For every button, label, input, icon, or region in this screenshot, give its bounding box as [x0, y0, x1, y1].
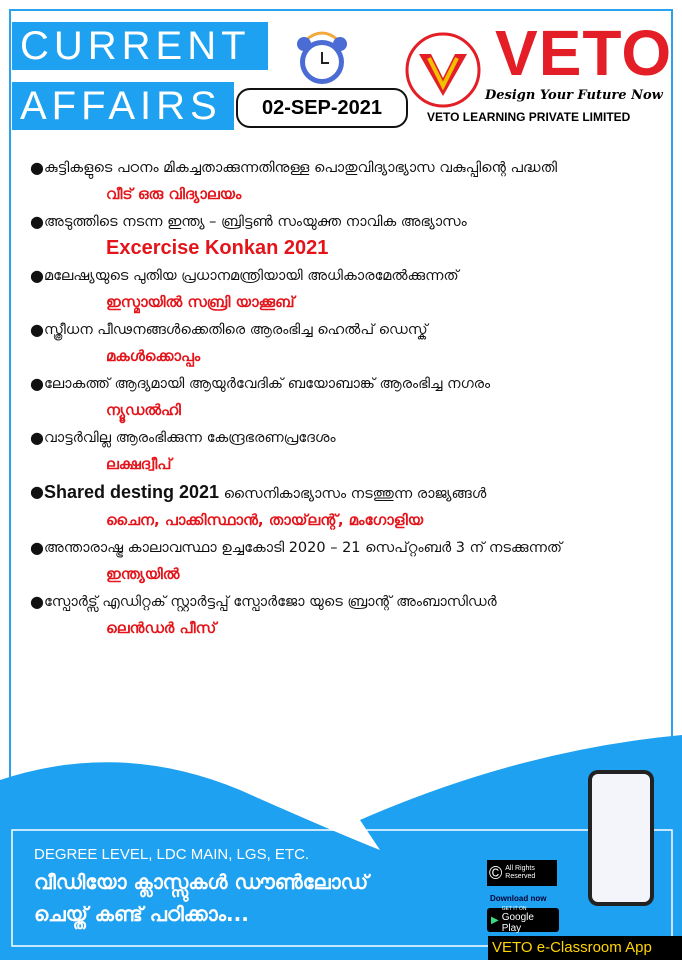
question-body: സ്പോർട്സ് എഡിറ്റക് സ്റ്റാർട്ടപ്പ് സ്പോർജോ യുടെ ബ്രാന്റ് അംബാസിഡർ: [44, 594, 497, 610]
tagline: Design Your Future Now: [485, 88, 663, 103]
question-body: ലോകത്ത് ആദ്യമായി ആയുർവേദിക് ബയോബാങ്ക് ആരംഭിച്ച നഗരം: [44, 376, 491, 392]
answer: ചൈന, പാക്കിസ്ഥാൻ, തായ്‌ലന്റ്, മംഗോളിയ: [106, 511, 424, 529]
promo-line-2: ചെയ്ത് കണ്ട് പഠിക്കാം...: [34, 902, 249, 926]
bullet-icon: ●: [30, 158, 44, 177]
footer-promo: [34, 846, 474, 928]
answer: Excercise Konkan 2021: [106, 237, 329, 259]
question-body: കുട്ടികളുടെ പഠനം മികച്ചതാക്കുന്നതിനുള്ള പൊതുവിദ്യാഭ്യാസ വകുപ്പിന്റെ പദ്ധതി: [44, 160, 557, 176]
courses-text: DEGREE LEVEL, LDC MAIN, LGS, ETC.: [34, 846, 310, 863]
promo-line-1: വീഡിയോ ക്ലാസ്സുകൾ ഡൗൺലോഡ്: [34, 870, 369, 894]
store-label: Google Play: [501, 912, 534, 934]
rights-text: All Rights Reserved: [505, 865, 536, 880]
brand-name: VETO: [495, 17, 673, 89]
answer: വീട് ഒരു വിദ്യാലയം: [106, 185, 242, 203]
question-body: അന്താരാഷ്ട്ര കാലാവസ്ഥാ ഉച്ചകോടി 2020 – 21 സെപ്റ്റംബർ 3 ന് നടക്കുന്നത്: [44, 540, 562, 556]
title-current: CURRENT: [12, 22, 268, 70]
bullet-icon: ●: [30, 212, 44, 231]
answer: ഇസ്മായിൽ സബ്രി യാക്കൂബ്: [106, 293, 295, 311]
question-bold: Shared desting 2021: [44, 482, 220, 502]
bullet-icon: ●: [30, 592, 44, 611]
question-body: അടുത്തിടെ നടന്ന ഇന്ത്യ – ബ്രിട്ടൺ സംയുക്ത നാവിക അഭ്യാസം: [44, 214, 467, 230]
google-play-button[interactable]: [487, 908, 559, 932]
bullet-icon: ●: [30, 428, 44, 447]
download-label: Download now: [490, 894, 547, 903]
bullet-icon: ●: [30, 374, 44, 393]
question-body: സ്ത്രീധന പീഢനങ്ങൾക്കെതിരെ ആരംഭിച്ച ഹെൽപ് ഡെസ്ക്: [44, 322, 428, 338]
app-name-banner: VETO e-Classroom App: [488, 936, 682, 960]
play-icon: ▶: [491, 914, 499, 926]
bullet-icon: ●: [30, 320, 44, 339]
bullet-icon: ●: [30, 266, 44, 285]
copyright-icon: ©: [489, 863, 503, 883]
question-body: സൈനികാഭ്യാസം നടത്തുന്ന രാജ്യങ്ങൾ: [219, 486, 487, 502]
title-affairs: AFFAIRS: [12, 82, 234, 130]
phone-mockup: [588, 770, 654, 906]
store-small: GET IT ON: [501, 906, 527, 912]
bullet-icon: ●: [30, 482, 44, 501]
answer: ലെൻഡർ പീസ്: [106, 619, 217, 637]
question-body: വാട്ടർവില്ല ആരംഭിക്കുന്ന കേന്ദ്രഭരണപ്രദേശം: [44, 430, 336, 446]
company-name: VETO LEARNING PRIVATE LIMITED: [427, 110, 631, 124]
date-badge: 02-SEP-2021: [236, 88, 408, 128]
answer: ഇന്ത്യയിൽ: [106, 565, 180, 583]
bullet-icon: ●: [30, 538, 44, 557]
answer: മകൾക്കൊപ്പം: [106, 347, 201, 365]
all-rights-badge: [487, 860, 557, 886]
question-body: മലേഷ്യയുടെ പുതിയ പ്രധാനമന്ത്രിയായി അധികാരമേൽക്കുന്നത്: [44, 268, 459, 284]
answer: ലക്ഷദ്വീപ്: [106, 455, 172, 473]
answer: ന്യൂഡൽഹി: [106, 401, 181, 419]
